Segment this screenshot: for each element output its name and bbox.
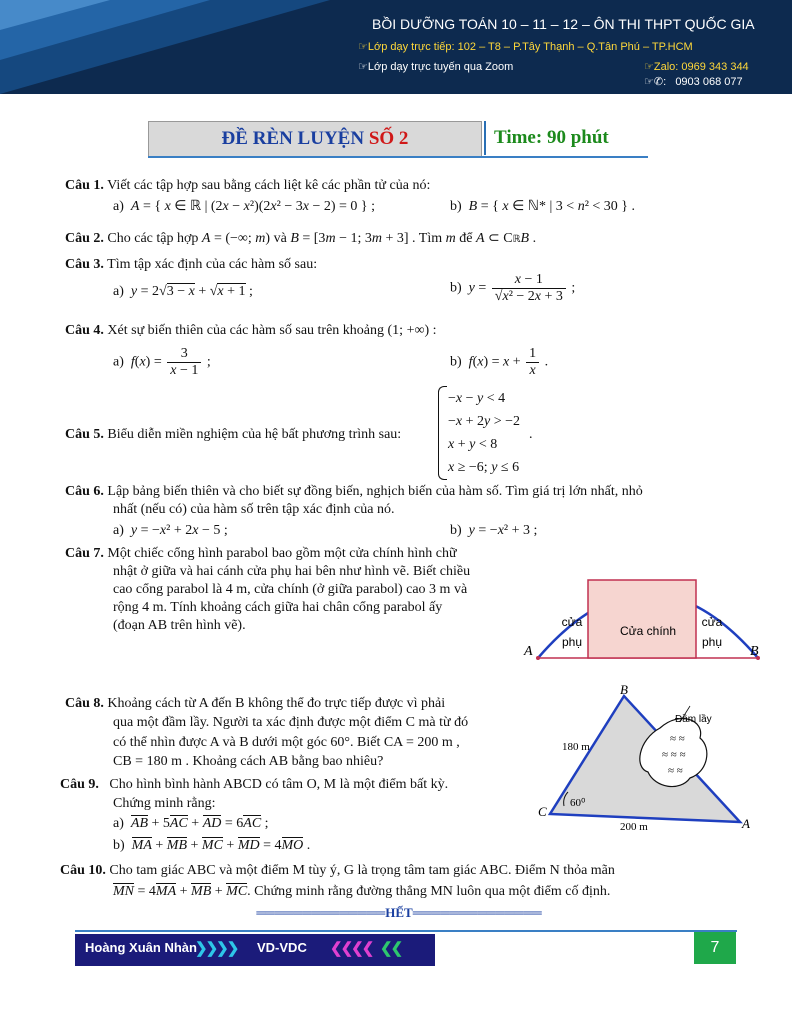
exam-time: Time: 90 phút — [484, 121, 648, 155]
point-b-label: B — [750, 644, 759, 659]
cb-length-label: 180 m — [562, 741, 590, 753]
q6-part-b: b) y = −x² + 3 ; — [450, 523, 538, 538]
point-b-label: B — [620, 682, 628, 697]
question-6-line2: nhất (nếu có) của hàm số trên tập xác định của nó. — [113, 502, 395, 517]
question-10-line2: MN = 4MA + MB + MC. Chứng minh rằng đường thẳng MN luôn qua một điểm cố định. — [113, 884, 611, 899]
header-title: BỒI DƯỠNG TOÁN 10 – 11 – 12 – ÔN THI THPT QUỐC GIA — [372, 16, 755, 32]
question-10: Câu 10. Cho tam giác ABC và một điểm M tùy ý, G là trọng tâm tam giác ABC. Điểm N thỏa mãn — [60, 863, 615, 878]
arrows-left-icon: ❮❮❮❮ — [330, 940, 373, 957]
side-door-left-label: cửa — [561, 615, 583, 629]
footer-banner — [75, 934, 435, 966]
page-number: 7 — [694, 932, 736, 964]
q1-part-a: a) A = { x ∈ ℝ | (2x − x²)(2x² − 3x − 2) = 0 } ; — [113, 199, 376, 214]
point-a-label: A — [524, 644, 533, 659]
question-3: Câu 3. Tìm tập xác định của các hàm số sau: — [65, 257, 318, 272]
q5-system: −x − y < 4 −x + 2y > −2 x + y < 8 x ≥ −6; y ≤ 6 — [448, 391, 521, 475]
point-c-label: C — [538, 804, 547, 819]
svg-text:phụ: phụ — [701, 635, 723, 649]
header-address: ☞Lớp dạy trực tiếp: 102 – T8 – P.Tây Thạnh – Q.Tân Phú – TP.HCM — [358, 41, 693, 53]
question-8-line: CB = 180 m . Khoảng cách AB bằng bao nhiêu? — [113, 754, 384, 769]
question-7: Câu 7. Một chiếc cổng hình parabol bao gồm một cửa chính hình chữ — [65, 546, 457, 561]
triangle-marsh-figure — [530, 680, 760, 840]
question-5: Câu 5. Biểu diễn miền nghiệm của hệ bất phương trình sau: — [65, 427, 402, 442]
arrows-right-icon: ❯❯❯❯ — [195, 940, 238, 957]
parabola-gate-figure — [520, 560, 770, 670]
question-7-line: (đoạn AB trên hình vẽ). — [113, 618, 246, 633]
question-1: Câu 1. Viết các tập hợp sau bằng cách liệt kê các phần tử của nó: — [65, 178, 431, 193]
arrows-left-icon: ❮❮ — [380, 940, 402, 957]
header-zoom: ☞Lớp dạy trực tuyến qua Zoom — [358, 61, 514, 73]
q1-part-b: b) B = { x ∈ ℕ* | 3 < n² < 30 } . — [450, 199, 635, 214]
point-a-label: A — [742, 816, 750, 831]
end-marker: ══════════════HẾT══════════════ — [256, 905, 542, 920]
q4-part-b: b) f(x) = x + $\frac{1}{x}$ . — [450, 346, 549, 378]
svg-text:≈ ≈: ≈ ≈ — [668, 765, 683, 777]
q4-part-a: a) f(x) = $\frac{3}{x - 1}$ ; — [113, 346, 211, 378]
ca-length-label: 200 m — [620, 821, 648, 833]
header-zalo: ☞Zalo: 0969 343 344 — [644, 61, 749, 73]
question-8-line: qua một đầm lầy. Người ta xác định được một điểm C mà từ đó — [113, 715, 469, 730]
q5-brace — [438, 386, 447, 480]
question-7-line: cao cổng parabol là 4 m, cửa chính (ở giữa parabol) cao 3 m và — [113, 582, 468, 597]
page-header — [0, 0, 792, 94]
question-7-line: rộng 4 m. Tính khoảng cách giữa hai chân cổng parabol ấy — [113, 600, 443, 615]
q9-part-a: a) AB + 5AC + AD = 6AC ; — [113, 816, 269, 831]
question-8-line: có thể nhìn được A và B dưới một góc 60°. Biết CA = 200 m , — [113, 735, 460, 750]
question-6: Câu 6. Lập bảng biến thiên và cho biết sự đồng biến, nghịch biến của hàm số. Tìm giá trị lớn nhất, nhỏ — [65, 484, 643, 499]
footer-tag: VD-VDC — [257, 940, 307, 955]
question-9-line: Chứng minh rằng: — [113, 796, 216, 811]
question-8: Câu 8. Khoảng cách từ A đến B không thể đo trực tiếp được vì phải — [65, 696, 446, 711]
question-4: Câu 4. Xét sự biến thiên của các hàm số sau trên khoảng (1; +∞) : — [65, 323, 437, 338]
author-name: Hoàng Xuân Nhàn — [85, 940, 197, 955]
main-door-label: Cửa chính — [619, 624, 677, 638]
q3-part-b: b) y = $\frac{x - 1}{\text{√x² − 2x + 3}}$ ; — [450, 272, 576, 304]
exam-title-left: ĐỀ RÈN LUYỆN SỐ 2 — [148, 121, 482, 157]
main-door — [588, 580, 696, 658]
marsh-label: Đầm lầy — [675, 714, 712, 725]
exam-title — [148, 121, 650, 157]
question-9: Câu 9. Cho hình bình hành ABCD có tâm O, M là một điểm bất kỳ. — [60, 777, 449, 792]
side-door-right-label: cửa — [701, 615, 723, 629]
q6-part-a: a) y = −x² + 2x − 5 ; — [113, 523, 228, 538]
svg-text:≈ ≈ ≈: ≈ ≈ ≈ — [662, 749, 686, 761]
svg-text:phụ: phụ — [561, 635, 583, 649]
q3-part-a: a) y = 2√3 − x + √x + 1 ; — [113, 284, 253, 299]
angle-label: 60⁰ — [570, 797, 586, 809]
svg-text:≈ ≈: ≈ ≈ — [670, 733, 685, 745]
question-7-line: nhật ở giữa và hai cánh cửa phụ hai bên như hình vẽ. Biết chiều — [113, 564, 471, 579]
q9-part-b: b) MA + MB + MC + MD = 4MO . — [113, 838, 311, 853]
header-phone: ☞✆: 0903 068 077 — [644, 76, 743, 88]
question-2: Câu 2. Cho các tập hợp A = (−∞; m) và B = [3m − 1; 3m + 3] . Tìm m để A ⊂ CℝB . — [65, 231, 537, 246]
